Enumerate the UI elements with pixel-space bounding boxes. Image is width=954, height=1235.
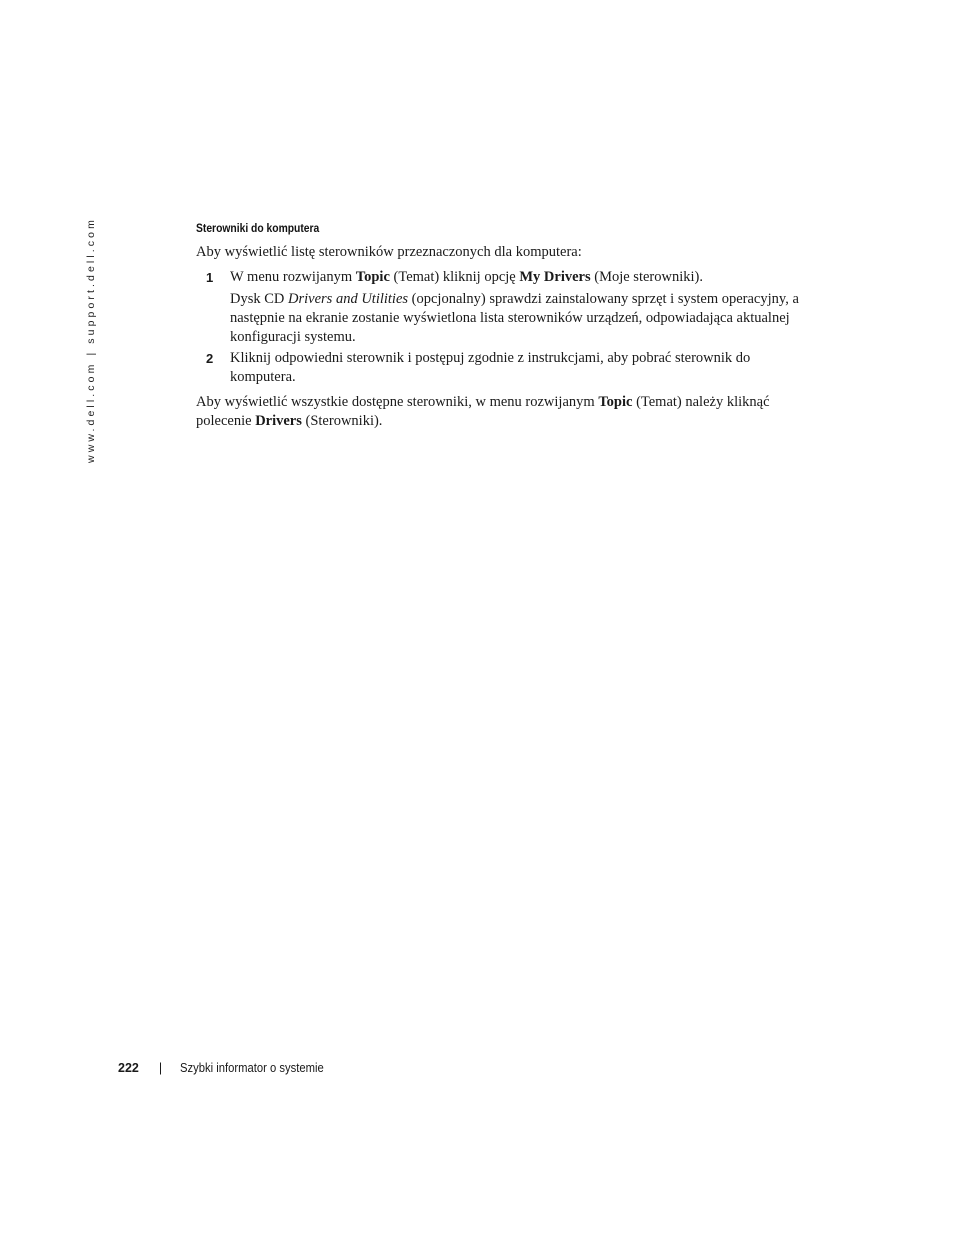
side-url-margin: [84, 217, 98, 463]
page-footer: [118, 1061, 340, 1075]
side-url-text: www.dell.com | support.dell.com: [85, 217, 97, 463]
step-1: [196, 268, 816, 347]
step-1-note: [230, 290, 816, 347]
step-text-part: W menu rozwijanym: [230, 269, 356, 285]
menu-term-topic: Topic: [598, 394, 633, 410]
menu-term-topic: Topic: [355, 269, 390, 285]
menu-term-my-drivers: My Drivers: [519, 269, 591, 285]
note-text-part: Dysk CD: [230, 291, 289, 307]
page-number: 222: [118, 1061, 139, 1075]
outro-paragraph: [196, 393, 816, 431]
menu-term-drivers: Drivers: [255, 413, 302, 429]
step-number: 1: [206, 270, 214, 285]
outro-text-part: (Sterowniki).: [301, 413, 383, 429]
step-number: 2: [206, 351, 214, 366]
section-heading: Sterowniki do komputera: [196, 221, 320, 235]
step-text: [230, 268, 816, 287]
outro-text-part: (Temat) należy kliknąć polecenie: [196, 394, 770, 429]
footer-separator: |: [158, 1061, 163, 1075]
step-2: [196, 349, 816, 387]
step-text-part: (Temat) kliknij opcję: [389, 269, 520, 285]
outro-text-part: Aby wyświetlić wszystkie dostępne sterowniki, w menu rozwijanym: [196, 394, 599, 410]
intro-paragraph: Aby wyświetlić listę sterowników przeznaczonych dla komputera:: [196, 244, 582, 260]
step-text: Kliknij odpowiedni sterownik i postępuj zgodnie z instrukcjami, aby pobrać sterownik do komputera.: [230, 350, 751, 385]
footer-title: Szybki informator o systemie: [180, 1061, 324, 1075]
note-text-part: (opcjonalny) sprawdzi zainstalowany sprzęt i system operacyjny, a następnie na ekranie zostanie wyświetlona lista sterowników urządzeń, odpowiadająca aktualnej konfiguracji systemu.: [230, 291, 799, 345]
cd-title: Drivers and Utilities: [288, 291, 409, 307]
step-text-part: (Moje sterowniki).: [590, 269, 703, 285]
